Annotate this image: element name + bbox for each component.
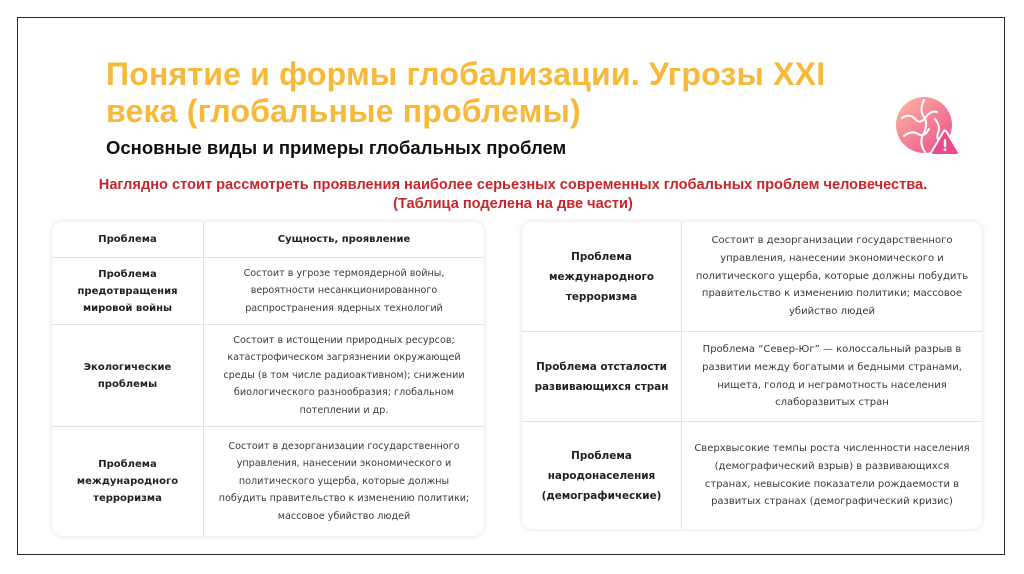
globe-warning-icon [891,92,963,164]
intro-text: Наглядно стоит рассмотреть проявления наиболее серьезных современных глобальных проблем человечества. (Таблица поделена на две части) [98,177,928,212]
table-header-row [52,222,484,258]
table-row [52,427,484,536]
table-row [522,422,982,529]
problem-cell: Проблема народонаселения (демографические) [522,422,682,529]
table-row [522,332,982,422]
essence-cell: Состоит в угрозе термоядерной войны, вероятности несанкционированного распространения ядерных технологий [243,267,445,314]
problem-cell: Проблема международного терроризма [52,427,204,536]
table-row [52,258,484,325]
slide-subtitle: Основные виды и примеры глобальных проблем [106,137,567,158]
slide-title: Понятие и формы глобализации. Угрозы XXI века (глобальные проблемы) [106,56,826,129]
column-header-problem: Проблема [52,222,204,257]
essence-cell: Сверхвысокие темпы роста численности населения (демографический взрыв) в развивающихся странах, невысокие показатели рождаемости в развитых странах (демографический кризис) [694,442,970,508]
table-row [52,325,484,427]
problems-table-part-2 [522,222,982,529]
problem-cell: Экологические проблемы [52,325,204,426]
problem-cell: Проблема предотвращения мировой войны [52,258,204,324]
problem-cell: Проблема международного терроризма [522,222,682,331]
essence-cell: Состоит в дезорганизации государственного управления, нанесении экономического и политического ущерба, которые должны побудить правительство к изменению политики; массовое убийство людей [695,235,969,318]
column-header-essence: Сущность, проявление [277,234,411,245]
problems-table-part-1 [52,222,484,536]
essence-cell: Состоит в истощении природных ресурсов; катастрофическом загрязнении окружающей среды (в том числе радиоактивном); снижении биологического разнообразия; глобальном потеплении и др. [223,334,465,416]
problem-cell: Проблема отсталости развивающихся стран [522,332,682,421]
essence-cell: Состоит в дезорганизации государственного управления, нанесении экономического и политического ущерба, которые должны побудить правительство к изменению политики; массовое убийство людей [218,440,470,522]
table-row [522,222,982,332]
essence-cell: Проблема “Север-Юг” — колоссальный разрыв в развитии между богатыми и бедными странами, нищета, голод и неграмотность населения слаборазвитых стран [702,343,962,409]
